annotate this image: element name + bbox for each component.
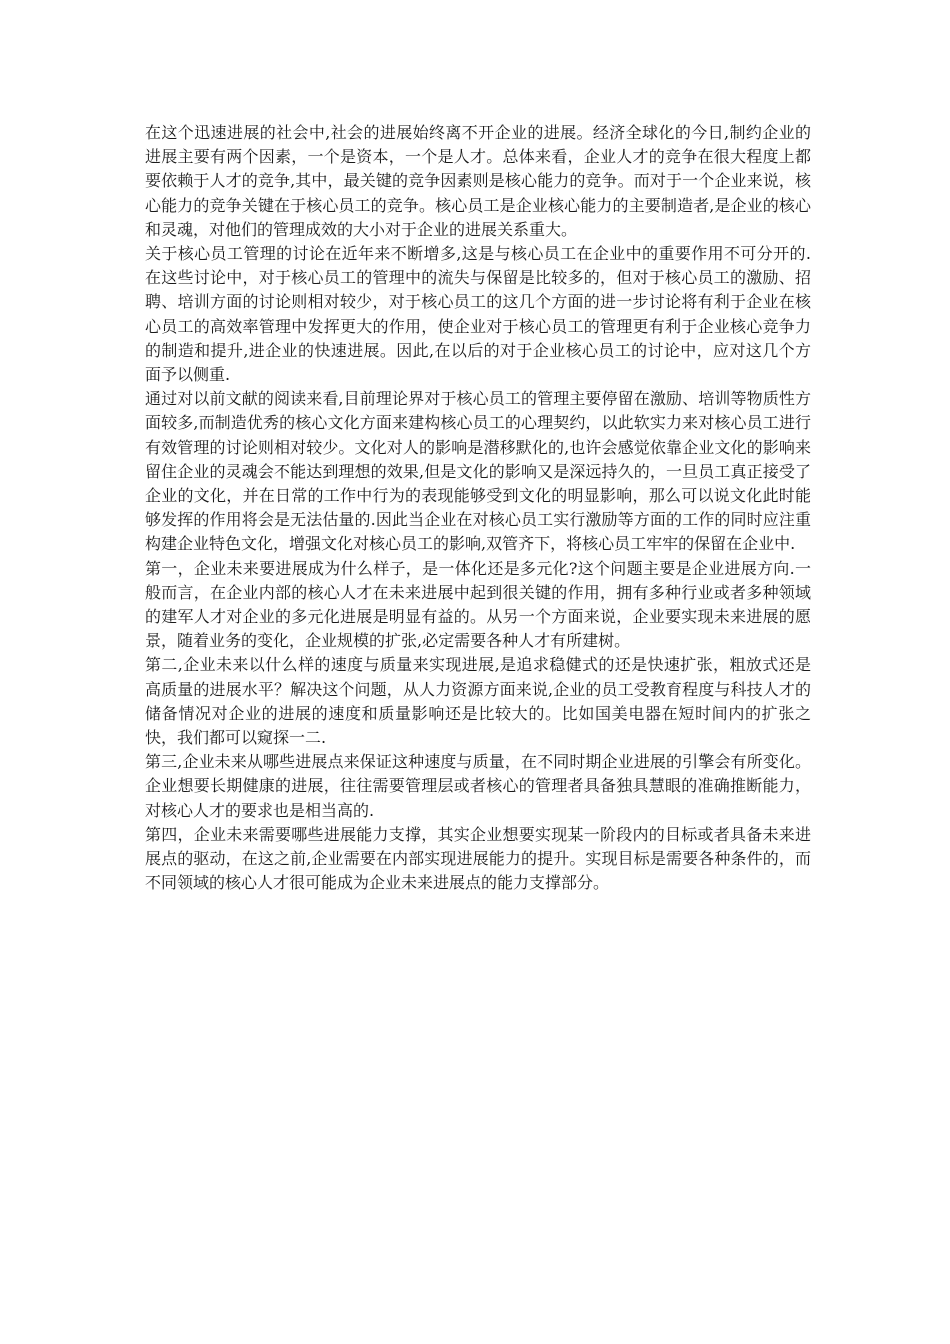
- document-body: [145, 121, 811, 896]
- paragraph-research-status: 关于核心员工管理的讨论在近年来不断增多,这是与核心员工在企业中的重要作用不可分开的.在这些讨论中，对于核心员工的管理中的流失与保留是比较多的，但对于核心员工的激励、招聘、培训方面的讨论则相对较少，对于核心员工的这几个方面的进一步讨论将有利于企业在核心员工的高效率管理中发挥更大的作用，使企业对于核心员工的管理更有利于企业核心竞争力的制造和提升,进企业的快速进展。因此,在以后的对于企业核心员工的讨论中，应对这几个方面予以侧重.: [145, 244, 811, 385]
- paragraph-point-four: 第四，企业未来需要哪些进展能力支撑，其实企业想要实现某一阶段内的目标或者具备未来进展点的驱动，在这之前,企业需要在内部实现进展能力的提升。实现目标是需要各种条件的，而不同领域的核心人才很可能成为企业未来进展点的能力支撑部分。: [145, 824, 811, 893]
- paragraph-literature-review: 通过对以前文献的阅读来看,目前理论界对于核心员工的管理主要停留在激励、培训等物质性方面较多,而制造优秀的核心文化方面来建构核心员工的心理契约，以此软实力来对核心员工进行有效管理的讨论则相对较少。文化对人的影响是潜移默化的,也许会感觉依靠企业文化的影响来留住企业的灵魂会不能达到理想的效果,但是文化的影响又是深远持久的，一旦员工真正接受了企业的文化，并在日常的工作中行为的表现能够受到文化的明显影响，那么可以说文化此时能够发挥的作用将会是无法估量的.因此当企业在对核心员工实行激励等方面的工作的同时应注重构建企业特色文化，增强文化对核心员工的影响,双管齐下，将核心员工牢牢的保留在企业中.: [145, 389, 811, 554]
- paragraph-point-two: 第二,企业未来以什么样的速度与质量来实现进展,是追求稳健式的还是快速扩张，粗放式还是高质量的进展水平？解决这个问题，从人力资源方面来说,企业的员工受教育程度与科技人才的储备情况对企业的进展的速度和质量影响还是比较大的。比如国美电器在短时间内的扩张之快，我们都可以窥探一二.: [145, 655, 811, 748]
- paragraph-point-three: 第三,企业未来从哪些进展点来保证这种速度与质量，在不同时期企业进展的引擎会有所变化。企业想要长期健康的进展，往往需要管理层或者核心的管理者具备独具慧眼的准确推断能力，对核心人才的要求也是相当高的.: [145, 752, 811, 820]
- paragraph-point-one: 第一，企业未来要进展成为什么样子，是一体化还是多元化?这个问题主要是企业进展方向.一般而言，在企业内部的核心人才在未来进展中起到很关键的作用，拥有多种行业或者多种领域的建军人才对企业的多元化进展是明显有益的。从另一个方面来说，企业要实现未来进展的愿景，随着业务的变化，企业规模的扩张,必定需要各种人才有所建树。: [145, 558, 811, 651]
- paragraph-intro: 在这个迅速进展的社会中,社会的进展始终离不开企业的进展。经济全球化的今日,制约企业的进展主要有两个因素，一个是资本，一个是人才。总体来看，企业人才的竞争在很大程度上都要依赖于人才的竞争,其中，最关键的竞争因素则是核心能力的竞争。而对于一个企业来说，核心能力的竞争关键在于核心员工的竞争。核心员工是企业核心能力的主要制造者,是企业的核心和灵魂，对他们的管理成效的大小对于企业的进展关系重大。: [145, 123, 811, 239]
